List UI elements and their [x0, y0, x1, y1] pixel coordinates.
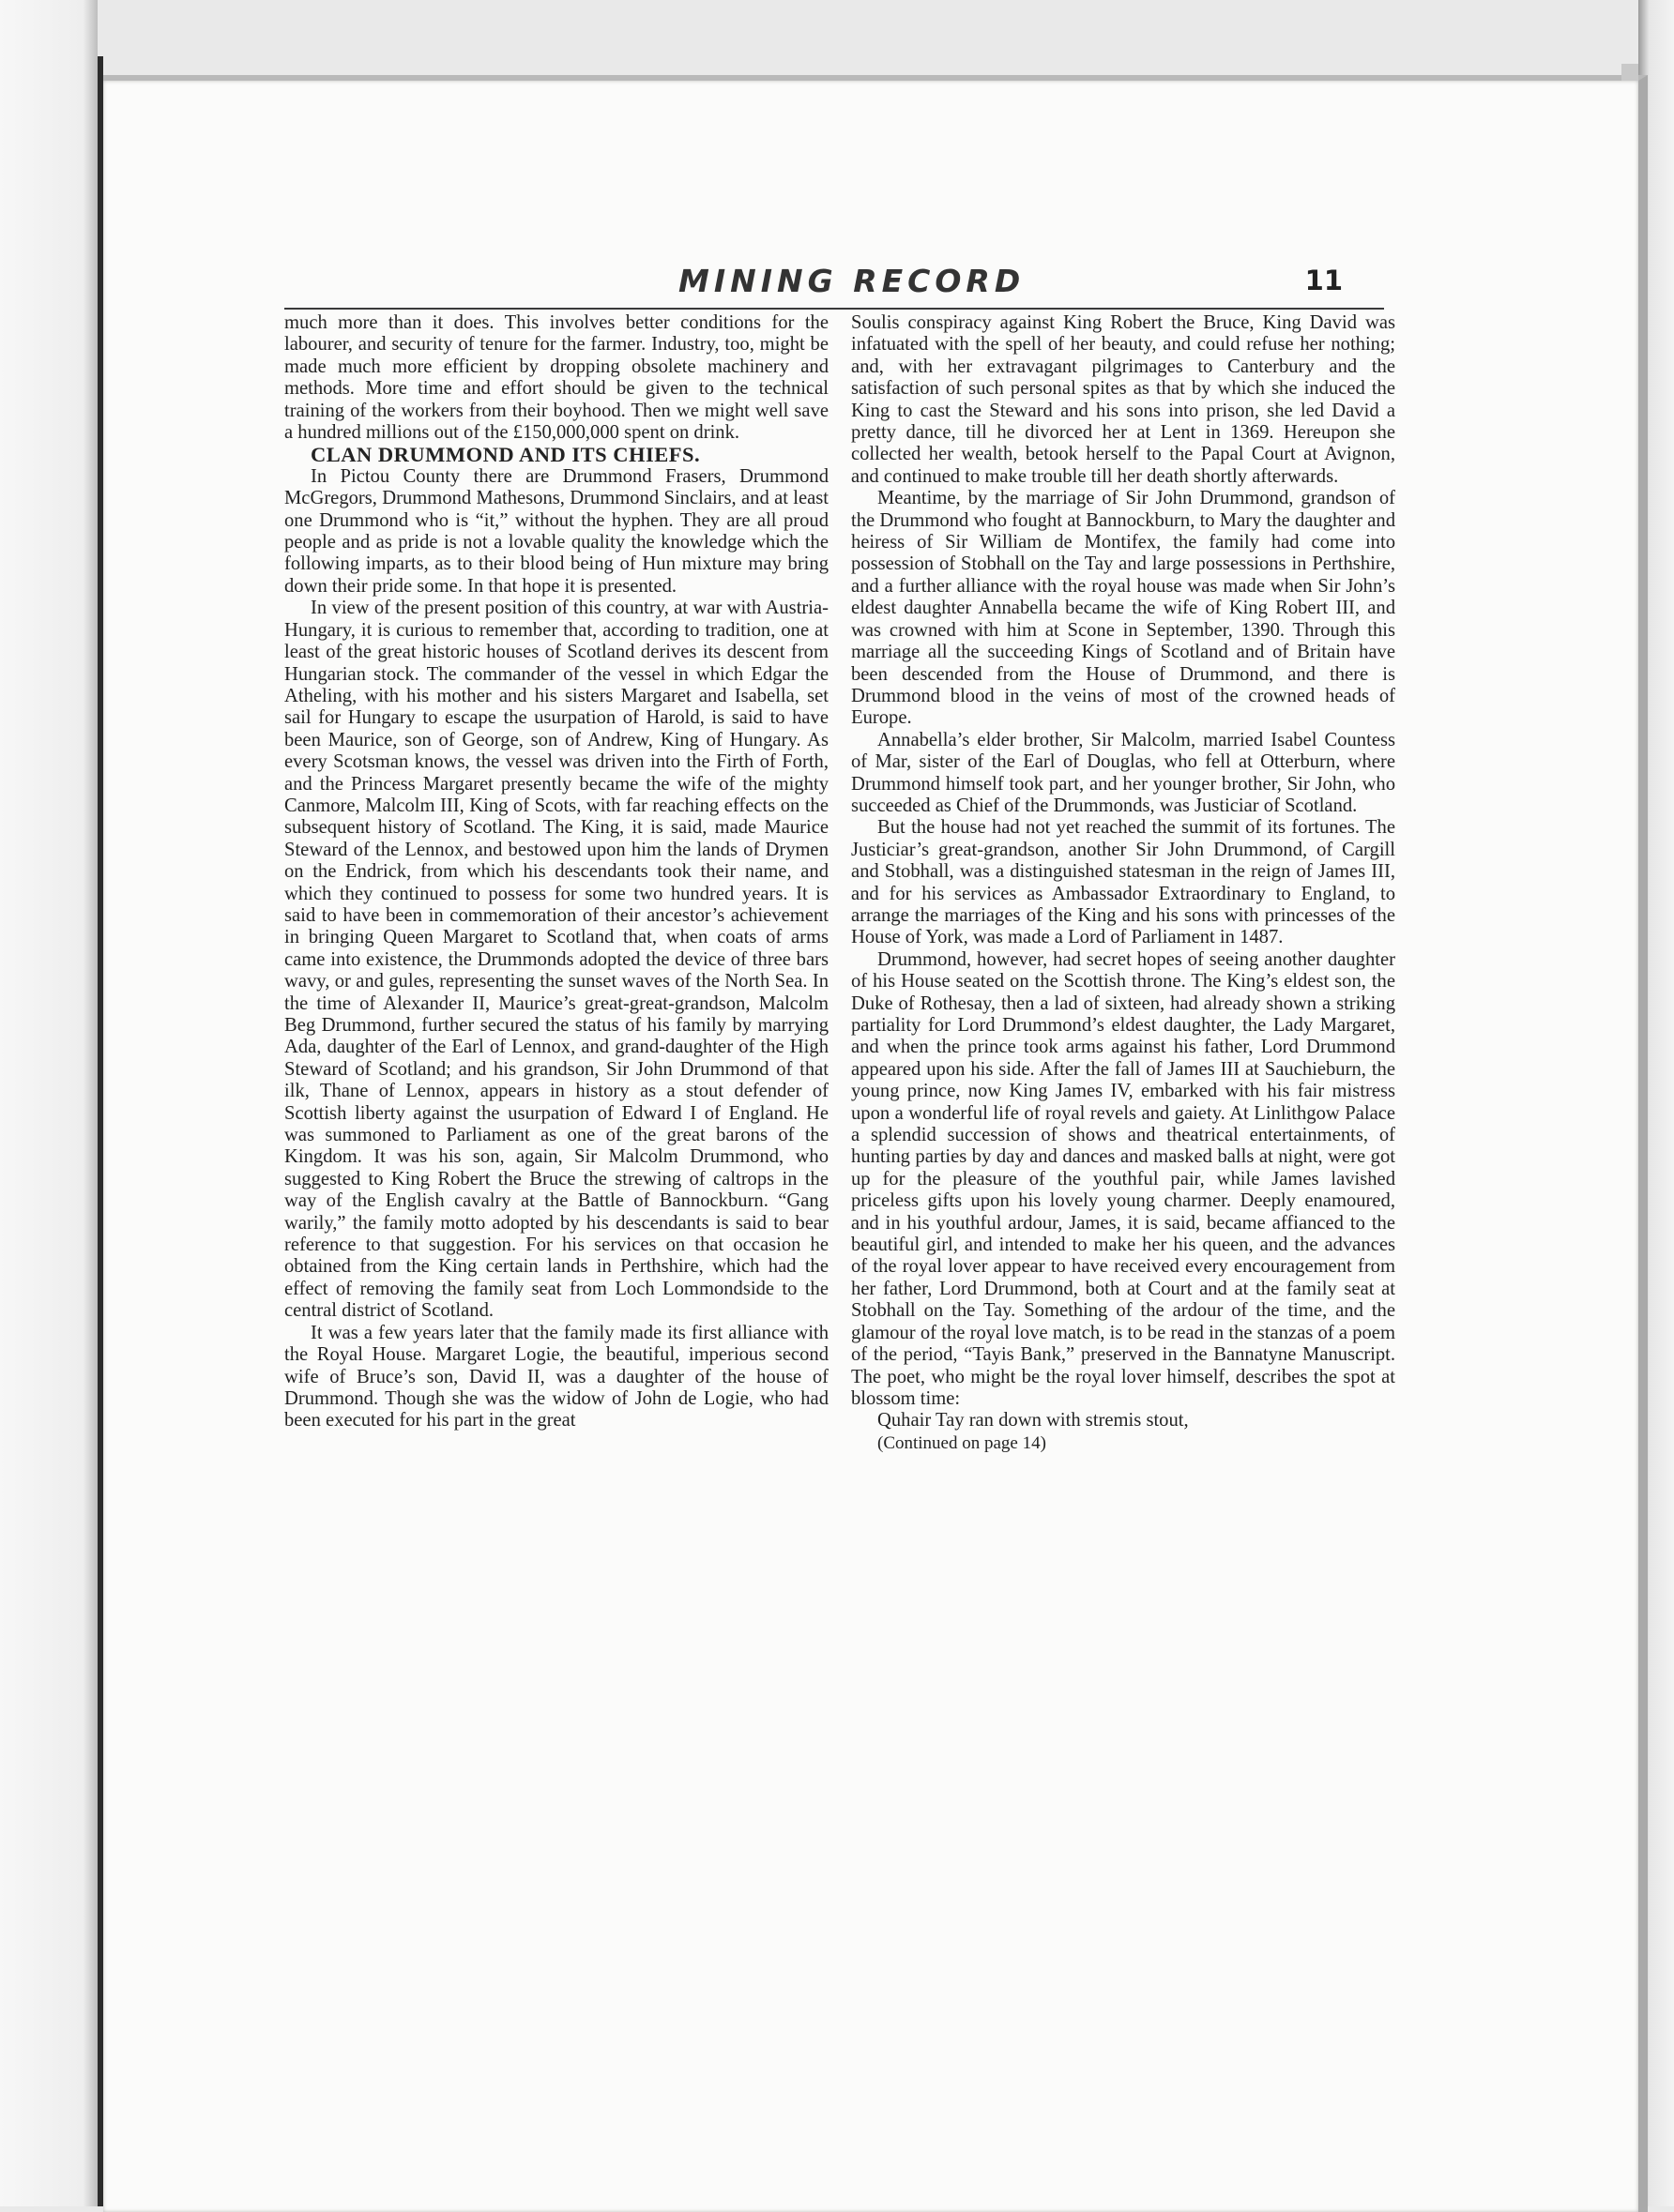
- paragraph: In view of the present position of this country, at war with Austria-Hungary, it is curious to remember that, according to tradition, one at least of the great historic houses of Scotland derives its descent from Hungarian stock. The commander of the vessel in which Edgar the Atheling, with his mother and his sisters Margaret and Isabella, set sail for Hungary to escape the usurpation of Harold, is said to have been Maurice, son of George, son of Andrew, King of Hungary. As every Scotsman knows, the vessel was driven into the Firth of Forth, and the Princess Margaret presently became the wife of the mighty Canmore, Malcolm III, King of Scots, with far reaching effects on the subsequent history of Scotland. The King, it is said, made Maurice Steward of the Lennox, and bestowed upon him the lands of Drymen on the Endrick, from which his descendants took their name, and which they continued to possess for some two hundred years. It is said to have been in commemoration of their ancestor’s achievement in bringing Queen Margaret to Scotland that, when coats of arms came into existence, the Drummonds adopted the device of three bars wavy, or and gules, representing the sunset waves of the North Sea. In the time of Alexander II, Maurice’s great-great-grandson, Malcolm Beg Drummond, further secured the status of his family by marrying Ada, daughter of the Earl of Lennox, and grand-daughter of the High Steward of Scotland; and his grandson, Sir John Drummond of that ilk, Thane of Lennox, appears in history as a stout defender of Scottish liberty against the usurpation of Edward I of England. He was summoned to Parliament as one of the great barons of the Kingdom. It was his son, again, Sir Malcolm Drummond, who suggested to King Robert the Bruce the strewing of caltrops in the way of the English cavalry at the Battle of Bannockburn. “Gang warily,” the family motto adopted by his descendants is said to bear reference to that suggestion. For his services on that occasion he obtained from the King certain lands in Perthshire, which had the effect of removing the family seat from Loch Lommondside to the central district of Scotland.: [284, 598, 829, 1322]
- running-header: [284, 263, 1384, 306]
- paragraph: It was a few years later that the family made its first alliance with the Royal House. Margaret Logie, the beautiful, imperious second wife of Bruce’s son, David II, was a daughter of the house of Drummond. Though she was the widow of John de Logie, who had been executed for his part in the great: [284, 1322, 829, 1432]
- article-heading: CLAN DRUMMOND AND ITS CHIEFS.: [311, 443, 701, 467]
- paragraph: In Pictou County there are Drummond Frasers, Drummond McGregors, Drummond Mathesons, Drummond Sinclairs, and at least one Drummond who is “it,” without the hyphen. They are all proud people and as pride is not a lovable quality the knowledge which the following imparts, as to their blood being of Hun mixture may bring down their pride some. In that hope it is presented.: [284, 465, 829, 597]
- paragraph: Annabella’s elder brother, Sir Malcolm, married Isabel Countess of Mar, sister of the Earl of Douglas, who fell at Otterburn, where Drummond himself took part, and her younger brother, Sir John, who succeeded as Chief of the Drummonds, was Justiciar of Scotland.: [851, 729, 1395, 816]
- page-corner: [1621, 64, 1638, 81]
- journal-title: MINING RECORD: [678, 263, 1026, 299]
- header-rule: [284, 308, 1384, 310]
- left-column: [284, 312, 829, 1432]
- facing-page-edge: [0, 0, 98, 2206]
- paragraph: Meantime, by the marriage of Sir John Drummond, grandson of the Drummond who fought at Bannockburn, to Mary the daughter and heiress of Sir William de Montifex, the family had come into possession of Stobhall on the Tay and large possessions in Perthshire, and a further alliance with the royal house was made when Sir John’s eldest daughter Annabella became the wife of King Robert III, and was crowned with him at Scone in September, 1390. Through this marriage all the succeeding Kings of Scotland and of Britain have been descended from the House of Drummond, and there is Drummond blood in the veins of most of the crowned heads of Europe.: [851, 488, 1395, 729]
- paragraph-continued: Soulis conspiracy against King Robert the Bruce, King David was infatuated with the spell of her beauty, and could refuse her nothing; and, with her extravagant pilgrimages to Canterbury and the satisfaction of such personal spites as that by which she induced the King to cast the Steward and his sons into prison, she led David a pretty dance, till he divorced her at Lent in 1369. Hereupon she collected her wealth, betook herself to the Papal Court at Avignon, and continued to make trouble till her death shortly afterwards.: [851, 312, 1395, 487]
- page-number: 11: [1304, 265, 1343, 296]
- continued-notice: (Continued on page 14): [877, 1432, 1046, 1453]
- paragraph: But the house had not yet reached the summit of its fortunes. The Justiciar’s great-grandson, another Sir John Drummond, of Cargill and Stobhall, was a distinguished statesman in the reign of James III, and for his services as Ambassador Extraordinary to England, to arrange the marriages of the King and his sons with princesses of the House of York, was made a Lord of Parliament in 1487.: [851, 817, 1395, 948]
- paragraph-continued: much more than it does. This involves better conditions for the labourer, and security of tenure for the farmer. Industry, too, might be made much more efficient by dropping obsolete machinery and methods. More time and effort should be given to the technical training of the workers from their boyhood. Then we might well save a hundred millions out of the £150,000,000 spent on drink.: [284, 312, 829, 444]
- paragraph: Drummond, however, had secret hopes of seeing another daughter of his House seated on the Scottish throne. The King’s eldest son, the Duke of Rothesay, then a lad of sixteen, had already shown a striking partiality for Lord Drummond’s eldest daughter, the Lady Margaret, and when the prince took arms against his father, Lord Drummond appeared upon his side. After the fall of James III at Sauchieburn, the young prince, now King James IV, embarked with his fair mistress upon a wonderful life of royal revels and gaiety. At Linlithgow Palace a splendid succession of shows and theatrical entertainments, of hunting parties by day and dances and masked balls at night, were got up for the pleasure of the youthful pair, while James lavished priceless gifts upon his lovely young charmer. Deeply enamoured, and in his youthful ardour, James, it is said, became affianced to the beautiful girl, and intended to make her his queen, and the advances of the royal lover appear to have received every encouragement from her father, Lord Drummond, both at Court and at the family seat at Stobhall on the Tay. Something of the ardour of the time, and the glamour of the royal love match, is to be read in the stanzas of a poem of the period, “Tayis Bank,” preserved in the Bannatyne Manuscript. The poet, who might be the royal lover himself, describes the spot at blossom time:: [851, 948, 1395, 1409]
- right-column: [851, 312, 1395, 1454]
- poem-line: Quhair Tay ran down with stremis stout,: [877, 1410, 1189, 1432]
